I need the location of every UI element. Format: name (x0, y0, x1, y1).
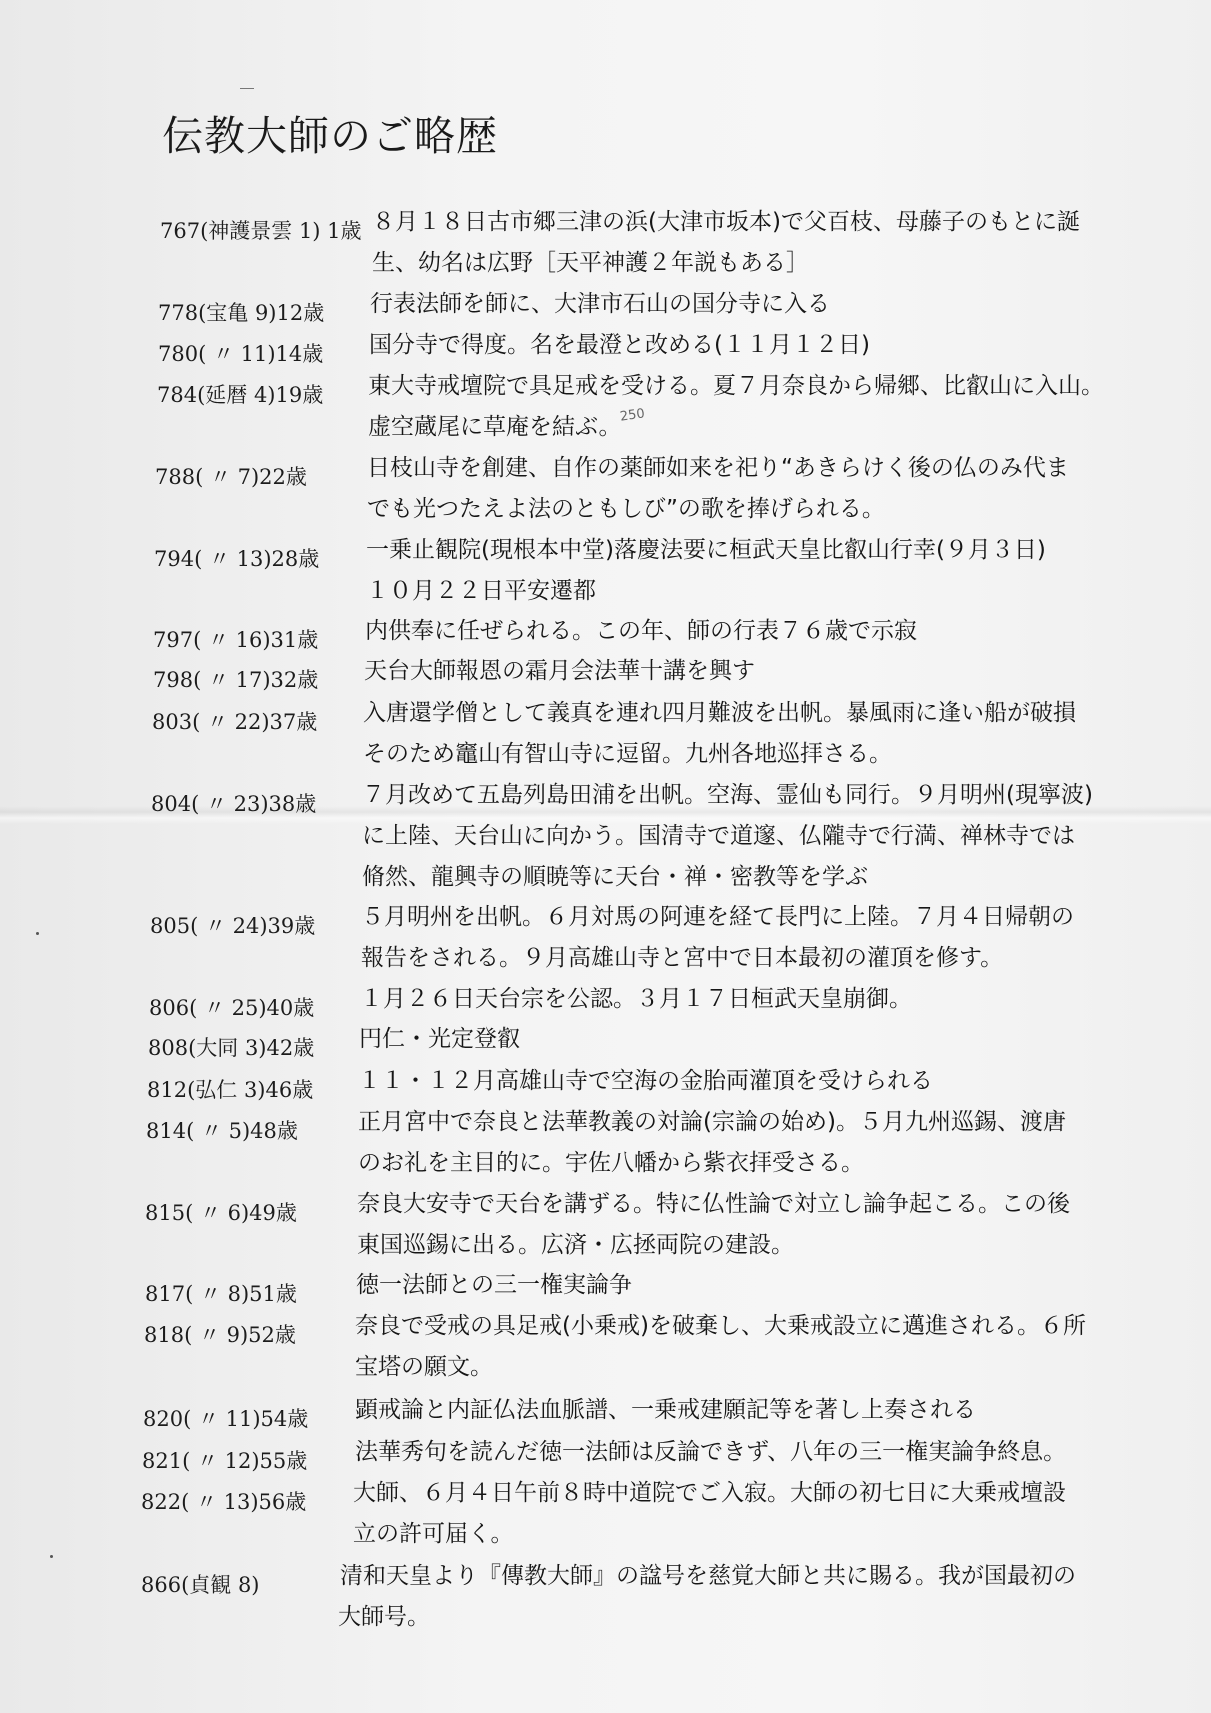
entry-date: 778(宝亀 9)12歳 (158, 301, 325, 325)
description-line: 奈良大安寺で天台を講ずる。特に仏性論で対立し論争起こる。この後 (357, 1191, 1070, 1217)
paper-speck (240, 88, 254, 89)
description-line: 東大寺戒壇院で具足戒を受ける。夏７月奈良から帰郷、比叡山に入山。 (368, 373, 1104, 399)
entry-description (357, 1184, 1070, 1266)
description-line: ７月改めて五島列島田浦を出帆。空海、霊仙も同行。９月明州(現寧波) (362, 782, 1093, 808)
description-line: 大師、６月４日午前８時中道院でご入寂。大師の初七日に大乗戒壇設 (353, 1480, 1066, 1506)
description-line: 行表法師を師に、大津市石山の国分寺に入る (370, 291, 830, 317)
entry-date: 803( 〃 22)37歳 (152, 710, 318, 734)
description-line: 内供奉に任ぜられる。この年、師の行表７６歳で示寂 (365, 618, 917, 644)
entry-description (355, 1390, 976, 1431)
entry-description (372, 202, 1080, 284)
description-line: 大師号。 (338, 1604, 430, 1630)
entry-date: 815( 〃 6)49歳 (145, 1201, 297, 1225)
description-line: ５月明州を出帆。６月対馬の阿連を経て長門に上陸。７月４日帰朝の (361, 904, 1074, 930)
description-line: 東国巡錫に出る。広済・広拯両院の建設。 (357, 1232, 794, 1258)
entry-description (361, 897, 1074, 979)
description-line: 円仁・光定登叡 (359, 1026, 520, 1052)
description-line: 清和天皇より『傳教大師』の諡号を慈覚大師と共に賜る。我が国最初の (340, 1563, 1076, 1589)
entry-description (356, 1265, 632, 1306)
description-line: 奈良で受戒の具足戒(小乗戒)を破棄し、大乗戒設立に邁進される。６所 (355, 1313, 1086, 1339)
entry-date: 767(神護景雲 1) 1歳 (160, 219, 362, 243)
description-line: 脩然、龍興寺の順暁等に天台・禅・密教等を学ぶ (362, 864, 868, 890)
description-line: 法華秀句を読んだ徳一法師は反論できず、八年の三一権実論争終息。 (355, 1439, 1067, 1465)
description-line: ８月１８日古市郷三津の浜(大津市坂本)で父百枝、母藤子のもとに誕 (372, 209, 1080, 235)
entry-description (358, 1102, 1066, 1184)
description-line: 国分寺で得度。名を最澄と改める(１１月１２日) (369, 332, 870, 358)
entry-date: 866(貞観 8) (141, 1573, 260, 1597)
description-line: 生、幼名は広野［天平神護２年説もある］ (372, 250, 809, 276)
entry-date: 808(大同 3)42歳 (148, 1036, 315, 1060)
description-line: 徳一法師との三一権実論争 (356, 1272, 632, 1298)
entry-description (355, 1432, 1066, 1473)
description-line: 顕戒論と内証仏法血脈譜、一乗戒建願記等を著し上奏される (355, 1397, 976, 1423)
description-line: のお礼を主目的に。宇佐八幡から紫衣拝受さる。 (358, 1150, 864, 1176)
entry-description (359, 1019, 520, 1060)
description-line: 日枝山寺を創建、自作の薬師如来を祀り“あきらけく後の仏のみ代ま (367, 455, 1069, 481)
entry-description (353, 1473, 1066, 1555)
entry-description (364, 651, 755, 692)
entry-date: 797( 〃 16)31歳 (153, 628, 319, 652)
entry-description (369, 325, 870, 366)
description-line: 虚空蔵尾に草庵を結ぶ。 (368, 414, 622, 440)
paper-speck (50, 1555, 53, 1558)
entry-date: 820( 〃 11)54歳 (143, 1407, 309, 1431)
page-title: 伝教大師のご略歴 (162, 112, 498, 160)
entry-date: 798( 〃 17)32歳 (153, 668, 319, 692)
entry-date: 822( 〃 13)56歳 (141, 1490, 307, 1514)
entry-date: 821( 〃 12)55歳 (142, 1449, 308, 1473)
description-line: 立の許可届く。 (353, 1521, 514, 1547)
entry-description (365, 611, 917, 652)
description-line: 入唐還学僧として義真を連れ四月難波を出帆。暴風雨に逢い船が破損 (363, 700, 1076, 726)
entry-description (340, 1556, 1076, 1638)
description-line: １月２６日天台宗を公認。３月１７日桓武天皇崩御。 (360, 986, 912, 1012)
entry-description (370, 284, 830, 325)
entry-description (368, 366, 1104, 448)
entry-description (360, 979, 912, 1020)
handwritten-margin-note: 250 (619, 406, 646, 425)
description-line: 一乗止観院(現根本中堂)落慶法要に桓武天皇比叡山行幸(９月３日) (366, 537, 1046, 563)
paper-speck (36, 932, 39, 935)
entry-date: 814( 〃 5)48歳 (146, 1119, 298, 1143)
description-line: １１・１２月高雄山寺で空海の金胎両灌頂を受けられる (358, 1068, 933, 1094)
entry-date: 804( 〃 23)38歳 (151, 792, 317, 816)
entry-date: 818( 〃 9)52歳 (144, 1323, 296, 1347)
description-line: 報告をされる。９月高雄山寺と宮中で日本最初の灌頂を修す。 (361, 945, 1004, 971)
description-line: １０月２２日平安遷都 (366, 578, 596, 604)
description-line: 宝塔の願文。 (355, 1354, 493, 1380)
entry-date: 780( 〃 11)14歳 (158, 342, 324, 366)
entry-description (367, 448, 1069, 530)
entry-date: 784(延暦 4)19歳 (157, 383, 324, 407)
description-line: に上陸、天台山に向かう。国清寺で道邃、仏隴寺で行満、禅林寺では (362, 823, 1075, 849)
entry-description (362, 775, 1093, 898)
description-line: 正月宮中で奈良と法華教義の対論(宗論の始め)。５月九州巡錫、渡唐 (358, 1109, 1066, 1135)
entry-description (358, 1061, 933, 1102)
description-line: 天台大師報恩の霜月会法華十講を興す (364, 658, 755, 684)
entry-date: 794( 〃 13)28歳 (154, 547, 320, 571)
entry-date: 812(弘仁 3)46歳 (147, 1078, 314, 1102)
entry-description (366, 530, 1046, 612)
entry-date: 817( 〃 8)51歳 (145, 1282, 297, 1306)
entry-date: 788( 〃 7)22歳 (155, 465, 307, 489)
description-line: でも光つたえよ法のともしび”の歌を捧げられる。 (367, 496, 885, 522)
entry-description (355, 1306, 1086, 1388)
entry-description (363, 693, 1076, 775)
entry-date: 805( 〃 24)39歳 (150, 914, 316, 938)
entry-date: 806( 〃 25)40歳 (149, 996, 315, 1020)
description-line: そのため竈山有智山寺に逗留。九州各地巡拝さる。 (363, 741, 892, 767)
